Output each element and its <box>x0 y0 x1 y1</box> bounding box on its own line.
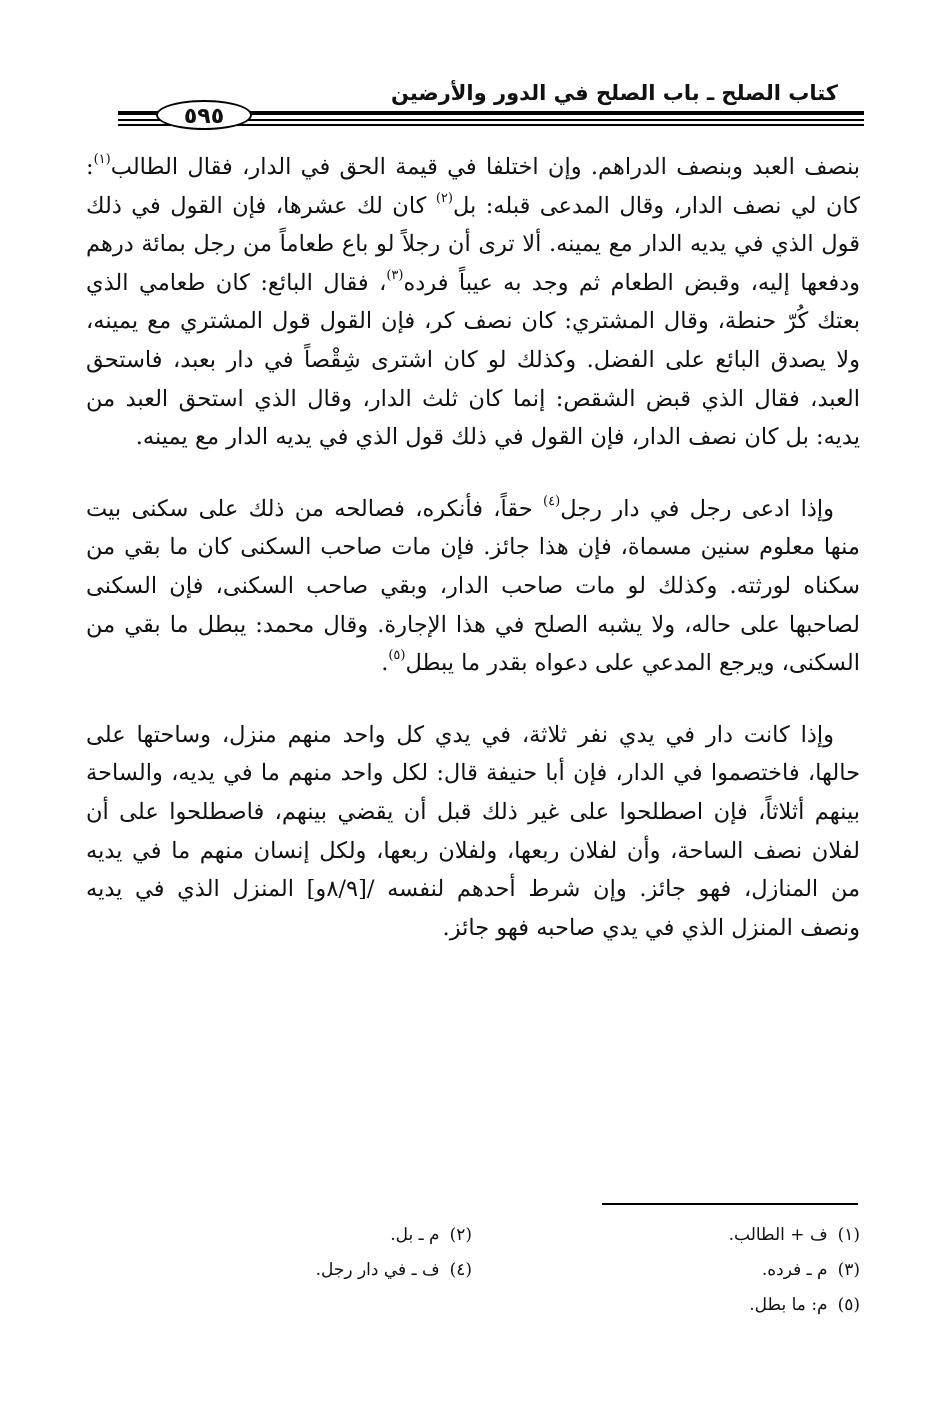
footnote-3 <box>610 1253 860 1288</box>
footnote-number: (٥) <box>837 1295 860 1315</box>
paragraph-2-part-c: . <box>381 650 389 677</box>
paragraph-2 <box>86 490 860 683</box>
footnote-ref-3: (٣) <box>386 267 404 283</box>
main-text <box>86 148 860 947</box>
footnote-ref-1: (١) <box>93 152 111 167</box>
footnote-ref-5: (٥) <box>388 648 406 664</box>
footnote-text: ف + الطالب. <box>728 1225 828 1245</box>
paragraph-1-part-b: : كان لي نصف الدار، وقال المدعى قبله: بل <box>86 154 861 219</box>
paragraph-1-part-c: كان لك عشرها، فإن القول في ذلك قول الذي في يديه الدار مع يمينه. ألا ترى أن رجلاً لو باع طعاماً من رجل بمائة درهم ودفعها إليه، وقبض الطعام ثم وجد به عيباً فرده <box>86 192 860 296</box>
footnote-text: م: ما بطل. <box>749 1295 828 1315</box>
footnote-1 <box>610 1218 860 1253</box>
footnote-number: (١) <box>837 1225 860 1245</box>
footnote-ref-2: (٢) <box>435 190 453 206</box>
footnotes-column-right <box>610 1218 860 1323</box>
footnote-number: (٣) <box>837 1260 860 1280</box>
footnote-text: ف ـ في دار رجل. <box>315 1260 440 1280</box>
paragraph-2-part-a: وإذا ادعى رجل في دار رجل <box>560 495 834 522</box>
paragraph-1-part-d: ، فقال البائع: كان طعامي الذي بعتك كُرّ حنطة، وقال المشتري: كان نصف كر، فإن القول قول المشتري مع يمينه، ولا يصدق البائع على الفضل. وكذلك لو كان اشترى شِقْصاً في دار بعبد، فاستحق العبد، فقال الذي قبض الشقص: إنما كان ثلث الدار، وقال الذي استحق العبد من يديه: بل كان نصف الدار، فإن القول في ذلك قول الذي في يديه الدار مع يمينه. <box>86 269 860 451</box>
footnote-separator <box>602 1203 858 1205</box>
footnote-number: (٢) <box>449 1225 472 1245</box>
paragraph-2-part-b: حقاً، فأنكره، فصالحه من ذلك على سكنى بيت منها معلوم سنين مسماة، فإن هذا جائز. فإن مات صاحب السكنى كان ما بقي من سكناه لورثته. وكذلك لو مات صاحب الدار، وبقي صاحب السكنى، فإن السكنى لصاحبها على حاله، ولا يشبه الصلح في هذا الإجارة. وقال محمد: يبطل ما بقي من السكنى، ويرجع المدعي على دعواه بقدر ما يبطل <box>86 495 860 677</box>
footnote-ref-4: (٤) <box>543 493 561 509</box>
footnote-2 <box>222 1218 472 1253</box>
footnote-text: م ـ فرده. <box>761 1260 828 1280</box>
running-header-title: كتاب الصلح ـ باب الصلح في الدور والأرضين <box>390 81 838 105</box>
paragraph-1 <box>86 148 860 457</box>
footnotes-column-left <box>222 1218 472 1288</box>
paragraph-3: وإذا كانت دار في يدي نفر ثلاثة، في يدي كل واحد منهم منزل، وساحتها على حالها، فاختصموا في الدار، فإن أبا حنيفة قال: لكل واحد منهم ما في يديه، والساحة بينهم أثلاثاً، فإن اصطلحوا على غير ذلك قبل أن يقضي بينهم، فاصطلحوا على أن لفلان نصف الساحة، وأن لفلان ربعها، ولفلان ربعها، ولكل إنسان منهم ما في يديه من المنازل، فهو جائز. وإن شرط أحدهم لنفسه /[٨/٩و] المنزل الذي في يديه ونصف المنزل الذي في يدي صاحبه فهو جائز. <box>86 721 860 941</box>
footnote-4 <box>222 1253 472 1288</box>
paragraph-1-part-a: بنصف العبد وبنصف الدراهم. وإن اختلفا في قيمة الحق في الدار، فقال الطالب <box>110 154 860 180</box>
footnote-5 <box>610 1288 860 1323</box>
page-number: ٥٩٥ <box>156 100 252 130</box>
footnote-number: (٤) <box>449 1260 472 1280</box>
footnote-text: م ـ بل. <box>390 1225 440 1245</box>
